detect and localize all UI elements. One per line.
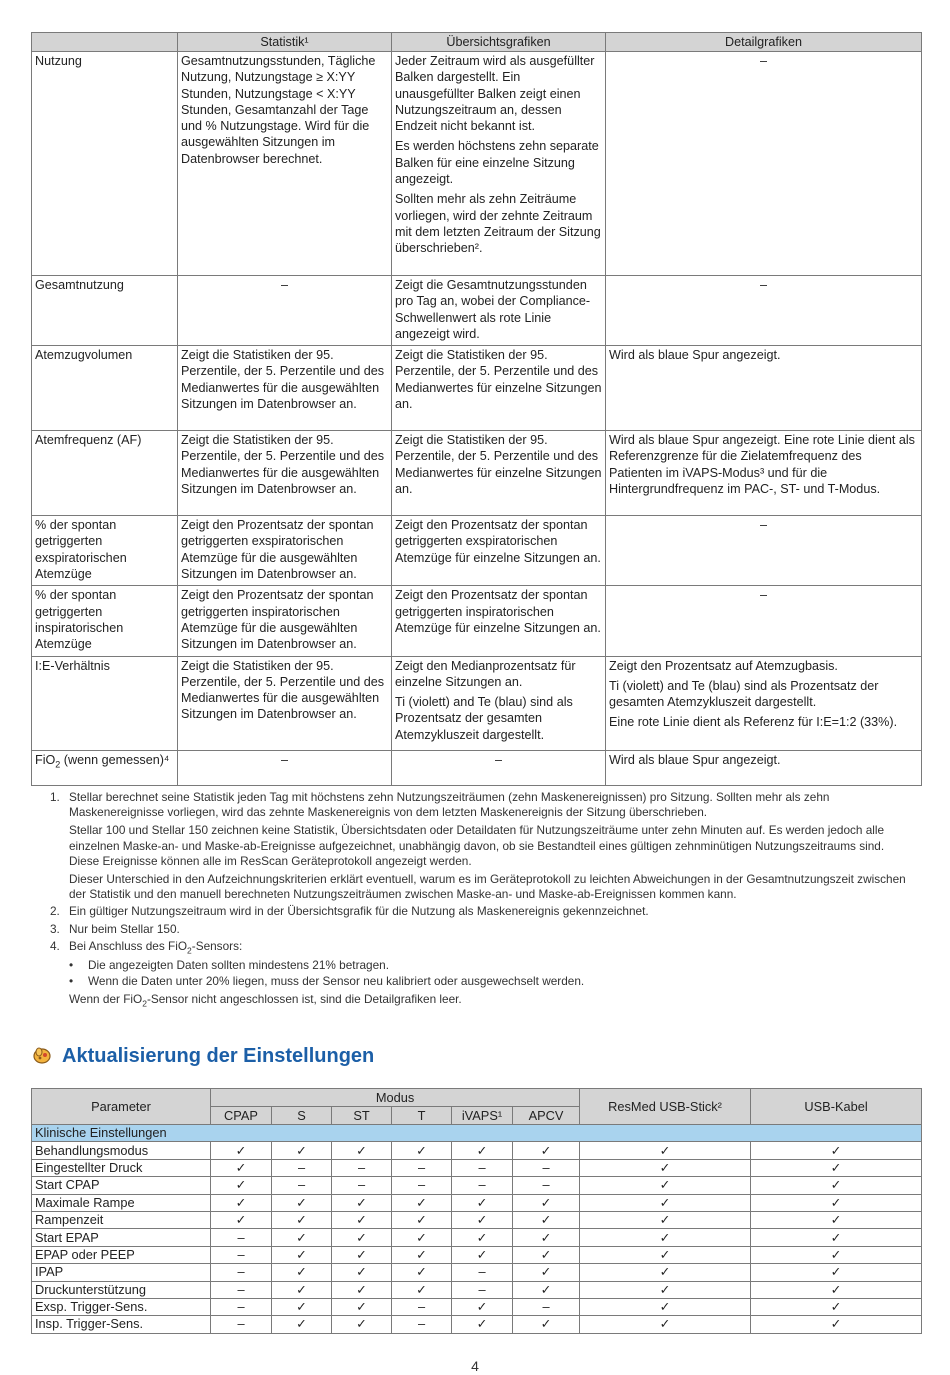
header-empty xyxy=(32,33,178,52)
check-icon: ✓ xyxy=(272,1229,332,1246)
table-row xyxy=(32,1298,922,1315)
cell-text: Zeigt die Statistiken der 95. Perzentile, der 5. Perzentile und des Medianwertes für die ausgewählten Sitzungen im Datenbrowser an. xyxy=(181,658,385,722)
cell-text: Eine rote Linie dient als Referenz für I:E=1:2 (33%). xyxy=(609,715,898,730)
check-icon: ✓ xyxy=(272,1298,332,1315)
check-icon: ✓ xyxy=(272,1264,332,1281)
check-icon: ✓ xyxy=(580,1159,751,1176)
cell-text: – xyxy=(759,278,767,292)
cell-text: – xyxy=(280,752,288,767)
check-icon: ✓ xyxy=(751,1281,922,1298)
cell-text: – xyxy=(759,54,767,68)
header-usb-stick: ResMed USB-Stick² xyxy=(580,1089,751,1125)
check-icon: ✓ xyxy=(332,1229,392,1246)
check-icon: ✓ xyxy=(751,1229,922,1246)
header-mode-st: ST xyxy=(332,1107,392,1125)
table-row xyxy=(32,346,922,431)
cell-text: Zeigt die Statistiken der 95. Perzentile, der 5. Perzentile und des Medianwertes für die ausgewählten Sitzungen im Datenbrowser an. xyxy=(181,348,385,412)
check-icon: ✓ xyxy=(211,1159,272,1176)
footnote-1: 1. Stellar berechnet seine Statistik jeden Tag mit höchstens zehn Nutzungszeiträumen (zehn Maskenereignissen) pro Sitzung. Sollten mehr als zehn Maskenereignisse vorliegen, wird das zehnte Maskenereignis von dem letzten Maskenereignis der Sitzung überschrieben. Stellar 100 und Stellar 150 zeichnen keine Statistik, Übersichtsdaten oder Detaildaten für Nutzungszeiträume unter zehn Minuten auf. Es werden jedoch alle einzelnen Maske-an- und Maske-ab-Ereignisse aufgezeichnet, unabhängig davon, ob sie Bestandteil eines gültigen zehnminütigen Nutzungszeitraums sind. Diese Ereignisse können alle im ResScan Geräteprotokoll angezeigt werden. Dieser Unterschied in den Aufzeichnungskriterien erklärt eventuell, warum es im Geräteprotokoll zu leichten Abweichungen in der Gesamtnutzungszeit zwischen der Statistik und den manuell berechneten Nutzungszeiträumen zwischen Maske-an- und Maske-ab-Ereignissen kommen kann. xyxy=(50,790,906,902)
dash-cell: – xyxy=(211,1281,272,1298)
check-icon: ✓ xyxy=(452,1211,513,1228)
row-label: % der spontan getriggerten exspiratorischen Atemzüge xyxy=(32,516,178,586)
check-icon: ✓ xyxy=(751,1211,922,1228)
row-label: Atemzugvolumen xyxy=(32,346,178,431)
row-label: Start CPAP xyxy=(32,1177,211,1194)
check-icon: ✓ xyxy=(272,1246,332,1263)
cell-text: Es werden höchstens zehn separate Balken für eine einzelne Sitzung angezeigt. xyxy=(395,139,599,187)
check-icon: ✓ xyxy=(513,1229,580,1246)
check-icon: ✓ xyxy=(392,1211,452,1228)
cell-text: – xyxy=(759,588,767,603)
check-icon: ✓ xyxy=(211,1142,272,1159)
cell-text: Ti (violett) and Te (blau) sind als Prozentsatz der gesamten Atemzykluszeit dargestellt. xyxy=(609,678,879,710)
footnote-3: 3. Nur beim Stellar 150. xyxy=(50,921,180,936)
row-label: Druckunterstützung xyxy=(32,1281,211,1298)
check-icon: ✓ xyxy=(452,1316,513,1333)
row-label: Rampenzeit xyxy=(32,1211,211,1228)
cell-text: Ti (violett) and Te (blau) sind als Prozentsatz der gesamten Atemzykluszeit dargestellt. xyxy=(395,695,573,742)
row-label: EPAP oder PEEP xyxy=(32,1246,211,1263)
cell-text: Gesamtnutzungsstunden, Tägliche Nutzung, Nutzungstage ≥ X:YY Stunden, Nutzungstage < X:YY Stunden, Gesamtanzahl der Tage und % Nutzungstage. Wird für die ausgewählten Sitzungen im Datenbrowser berechnet. xyxy=(181,54,376,166)
check-icon: ✓ xyxy=(513,1211,580,1228)
dash-cell: – xyxy=(332,1177,392,1194)
check-icon: ✓ xyxy=(272,1316,332,1333)
row-label: IPAP xyxy=(32,1264,211,1281)
dash-cell: – xyxy=(392,1177,452,1194)
check-icon: ✓ xyxy=(751,1264,922,1281)
check-icon: ✓ xyxy=(580,1229,751,1246)
check-icon: ✓ xyxy=(580,1281,751,1298)
cell-text: Wird als blaue Spur angezeigt. Eine rote Linie dient als Referenzgrenze für die Zielatemfrequenz des Patienten im iVAPS-Modus³ und für die Hintergrundfrequenz im PAC-, ST- und T-Modus. xyxy=(609,433,915,497)
check-icon: ✓ xyxy=(392,1142,452,1159)
check-icon: ✓ xyxy=(751,1316,922,1333)
section-title: Aktualisierung der Einstellungen xyxy=(62,1045,375,1067)
table-row xyxy=(32,1211,922,1228)
dash-cell: – xyxy=(513,1159,580,1176)
check-icon: ✓ xyxy=(580,1264,751,1281)
cell-text: Zeigt den Prozentsatz der spontan getriggerten inspiratorischen Atemzüge für die ausgewählten Sitzungen im Datenbrowser an. xyxy=(181,588,374,652)
row-label: % der spontan getriggerten inspiratorischen Atemzüge xyxy=(32,586,178,656)
check-icon: ✓ xyxy=(392,1246,452,1263)
check-icon: ✓ xyxy=(452,1246,513,1263)
row-label: Nutzung xyxy=(32,52,178,276)
header-mode-ivaps: iVAPS¹ xyxy=(452,1107,513,1125)
check-icon: ✓ xyxy=(332,1194,392,1211)
check-icon: ✓ xyxy=(513,1142,580,1159)
dash-cell: – xyxy=(452,1264,513,1281)
header-parameter: Parameter xyxy=(32,1089,211,1125)
check-icon: ✓ xyxy=(332,1298,392,1315)
table-row xyxy=(32,1229,922,1246)
dash-cell: – xyxy=(452,1159,513,1176)
dash-cell: – xyxy=(392,1159,452,1176)
footnote-4-tail: Wenn der FiO$_2$-Sensor nicht angeschlossen ist, sind die Detailgrafiken leer. xyxy=(69,991,462,1009)
check-icon: ✓ xyxy=(580,1142,751,1159)
cell-text: Wird als blaue Spur angezeigt. xyxy=(609,752,781,767)
row-label: FiO$_2$ (wenn gemessen)⁴ xyxy=(32,750,178,785)
table-row xyxy=(32,276,922,346)
cell-text: – xyxy=(759,518,767,533)
row-label: Insp. Trigger-Sens. xyxy=(32,1316,211,1333)
header-detailgrafiken: Detailgrafiken xyxy=(606,33,922,52)
check-icon: ✓ xyxy=(751,1177,922,1194)
table-row xyxy=(32,750,922,785)
cell-text: Zeigt den Prozentsatz der spontan getriggerten exspiratorischen Atemzüge für die ausgewählten Sitzungen im Datenbrowser an. xyxy=(181,518,374,582)
table-row xyxy=(32,1194,922,1211)
dash-cell: – xyxy=(272,1177,332,1194)
settings-update-table xyxy=(31,1088,922,1334)
check-icon: ✓ xyxy=(392,1229,452,1246)
cell-text: Zeigt die Statistiken der 95. Perzentile, der 5. Perzentile und des Medianwertes für einzelne Sitzungen an. xyxy=(395,348,602,412)
row-label: Behandlungsmodus xyxy=(32,1142,211,1159)
cell-text: Zeigt die Statistiken der 95. Perzentile, der 5. Perzentile und des Medianwertes für einzelne Sitzungen an. xyxy=(395,433,602,497)
check-icon: ✓ xyxy=(332,1316,392,1333)
footnote-4-bullet: • Die angezeigten Daten sollten mindestens 21% betragen. xyxy=(69,958,390,973)
cell-text: Sollten mehr als zehn Zeiträume vorliegen, wird der zehnte Zeitraum mit dem letzten Zeitraum der Sitzung überschrieben². xyxy=(395,192,601,256)
group-label: Klinische Einstellungen xyxy=(32,1125,922,1142)
check-icon: ✓ xyxy=(751,1194,922,1211)
row-label: Exsp. Trigger-Sens. xyxy=(32,1298,211,1315)
table-row xyxy=(32,1264,922,1281)
check-icon: ✓ xyxy=(580,1316,751,1333)
check-icon: ✓ xyxy=(751,1142,922,1159)
check-icon: ✓ xyxy=(272,1142,332,1159)
table-row xyxy=(32,516,922,586)
dash-cell: – xyxy=(392,1298,452,1315)
check-icon: ✓ xyxy=(751,1159,922,1176)
dash-cell: – xyxy=(332,1159,392,1176)
row-label: Start EPAP xyxy=(32,1229,211,1246)
row-label: Atemfrequenz (AF) xyxy=(32,431,178,516)
header-mode-s: S xyxy=(272,1107,332,1125)
check-icon: ✓ xyxy=(580,1211,751,1228)
table-row xyxy=(32,656,922,750)
check-icon: ✓ xyxy=(272,1211,332,1228)
table-header-row xyxy=(32,1089,922,1107)
table-row xyxy=(32,431,922,516)
check-icon: ✓ xyxy=(392,1194,452,1211)
table-row xyxy=(32,1281,922,1298)
check-icon: ✓ xyxy=(392,1264,452,1281)
row-label: Eingestellter Druck xyxy=(32,1159,211,1176)
check-icon: ✓ xyxy=(452,1298,513,1315)
dash-cell: – xyxy=(452,1177,513,1194)
dash-cell: – xyxy=(452,1281,513,1298)
check-icon: ✓ xyxy=(513,1281,580,1298)
graph-overview-table xyxy=(31,32,922,786)
check-icon: ✓ xyxy=(452,1142,513,1159)
dash-cell: – xyxy=(211,1264,272,1281)
dash-cell: – xyxy=(211,1246,272,1263)
table-row xyxy=(32,52,922,276)
check-icon: ✓ xyxy=(513,1316,580,1333)
tip-hand-icon xyxy=(32,1045,52,1065)
dash-cell: – xyxy=(513,1298,580,1315)
dash-cell: – xyxy=(211,1316,272,1333)
table-row xyxy=(32,1159,922,1176)
footnote-2: 2. Ein gültiger Nutzungszeitraum wird in der Übersichtsgrafik für die Nutzung als Maskenereignis gekennzeichnet. xyxy=(50,904,649,919)
check-icon: ✓ xyxy=(452,1194,513,1211)
header-usb-cable: USB-Kabel xyxy=(751,1089,922,1125)
cell-text: – xyxy=(494,752,502,767)
cell-text: Zeigt den Medianprozentsatz für einzelne Sitzungen an. xyxy=(395,658,576,689)
check-icon: ✓ xyxy=(332,1281,392,1298)
check-icon: ✓ xyxy=(452,1229,513,1246)
cell-text: Zeigt den Prozentsatz auf Atemzugbasis. xyxy=(609,658,838,673)
row-label: Maximale Rampe xyxy=(32,1194,211,1211)
check-icon: ✓ xyxy=(580,1246,751,1263)
cell-text: Zeigt den Prozentsatz der spontan getriggerten exspiratorischen Atemzüge für einzelne Sitzungen an. xyxy=(395,518,601,565)
page-number: 4 xyxy=(471,1358,479,1374)
cell-text: Zeigt die Gesamtnutzungsstunden pro Tag an, wobei der Compliance-Schwellenwert als rote Linie angezeigt wird. xyxy=(395,278,591,341)
check-icon: ✓ xyxy=(513,1194,580,1211)
table-row xyxy=(32,586,922,656)
cell-text: Jeder Zeitraum wird als ausgefüllter Balken dargestellt. Ein unausgefüllter Balken zeigt einen Nutzungszeitraum an, dessen Endzeit nicht bekannt ist. xyxy=(395,54,595,134)
header-statistik: Statistik¹ xyxy=(178,33,392,52)
dash-cell: – xyxy=(513,1177,580,1194)
check-icon: ✓ xyxy=(332,1211,392,1228)
header-uebersichtsgrafiken: Übersichtsgrafiken xyxy=(392,33,606,52)
cell-text: Wird als blaue Spur angezeigt. xyxy=(609,348,781,363)
cell-text: Zeigt den Prozentsatz der spontan getriggerten inspiratorischen Atemzüge für einzelne Sitzungen an. xyxy=(395,588,601,635)
check-icon: ✓ xyxy=(580,1194,751,1211)
table-row xyxy=(32,1142,922,1159)
cell-text: – xyxy=(280,278,288,292)
check-icon: ✓ xyxy=(751,1298,922,1315)
check-icon: ✓ xyxy=(580,1298,751,1315)
check-icon: ✓ xyxy=(211,1177,272,1194)
check-icon: ✓ xyxy=(580,1177,751,1194)
dash-cell: – xyxy=(392,1316,452,1333)
check-icon: ✓ xyxy=(332,1246,392,1263)
table-row xyxy=(32,1246,922,1263)
check-icon: ✓ xyxy=(751,1246,922,1263)
check-icon: ✓ xyxy=(332,1264,392,1281)
check-icon: ✓ xyxy=(272,1194,332,1211)
check-icon: ✓ xyxy=(272,1281,332,1298)
check-icon: ✓ xyxy=(211,1211,272,1228)
header-modus: Modus xyxy=(211,1089,580,1107)
header-mode-t: T xyxy=(392,1107,452,1125)
check-icon: ✓ xyxy=(513,1246,580,1263)
check-icon: ✓ xyxy=(513,1264,580,1281)
dash-cell: – xyxy=(272,1159,332,1176)
table-row xyxy=(32,1177,922,1194)
footnote-4: 4. Bei Anschluss des FiO$_2$-Sensors: xyxy=(50,938,243,956)
check-icon: ✓ xyxy=(211,1194,272,1211)
row-label: Gesamtnutzung xyxy=(32,276,178,346)
header-mode-cpap: CPAP xyxy=(211,1107,272,1125)
header-mode-apcv: APCV xyxy=(513,1107,580,1125)
dash-cell: – xyxy=(211,1298,272,1315)
dash-cell: – xyxy=(211,1229,272,1246)
group-row xyxy=(32,1125,922,1142)
check-icon: ✓ xyxy=(332,1142,392,1159)
table-header-row xyxy=(32,33,922,52)
check-icon: ✓ xyxy=(392,1281,452,1298)
footnote-4-bullet: • Wenn die Daten unter 20% liegen, muss der Sensor neu kalibriert oder ausgewechselt werden. xyxy=(69,973,585,988)
cell-text: Zeigt die Statistiken der 95. Perzentile, der 5. Perzentile und des Medianwertes für die ausgewählten Sitzungen im Datenbrowser an. xyxy=(181,433,385,497)
row-label: I:E-Verhältnis xyxy=(32,656,178,750)
table-row xyxy=(32,1316,922,1333)
footnotes xyxy=(50,790,910,1011)
